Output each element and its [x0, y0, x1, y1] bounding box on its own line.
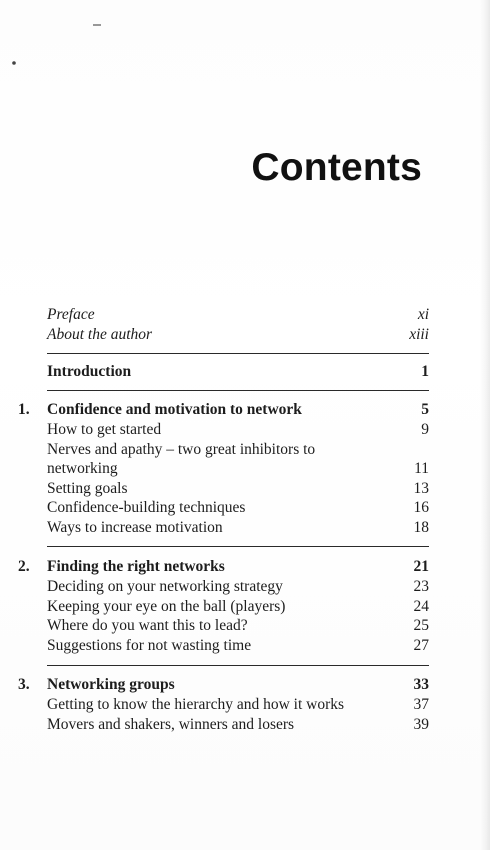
divider-rule: [47, 546, 429, 547]
chapter-title: Networking groups: [47, 676, 175, 693]
toc-entry-label: Preface: [47, 306, 95, 323]
divider-rule: [47, 665, 429, 666]
toc-section-entry[interactable]: [18, 420, 429, 440]
toc-page-number: 1: [421, 363, 429, 380]
section-label: Confidence-building techniques: [47, 499, 246, 516]
divider-rule: [47, 353, 429, 354]
toc-section-entry[interactable]: [18, 597, 429, 617]
chapter-number: 2.: [18, 558, 30, 575]
page-edge-shadow: [480, 0, 490, 850]
toc-section-entry[interactable]: [18, 616, 429, 636]
chapter-heading[interactable]: [18, 557, 429, 577]
section-label: How to get started: [47, 421, 162, 438]
toc-entry-label: Introduction: [47, 363, 132, 380]
toc-section-entry[interactable]: [18, 518, 429, 538]
chapter-heading[interactable]: [18, 675, 429, 695]
toc-page-number: 16: [413, 499, 429, 516]
chapter-heading[interactable]: [18, 400, 429, 420]
section-label: Nerves and apathy – two great inhibitors to networking: [47, 440, 316, 477]
toc-page-number: 37: [413, 696, 429, 713]
toc-page-number: 39: [413, 715, 429, 733]
front-matter-list: [47, 305, 429, 345]
toc-page-number: 27: [413, 636, 429, 654]
toc-section-entry[interactable]: [18, 479, 429, 499]
section-label: Suggestions for not wasting time: [47, 636, 252, 654]
toc-entry-about-the-author[interactable]: [47, 325, 429, 345]
section-label: Where do you want this to lead?: [47, 617, 248, 634]
chapter-title: Finding the right networks: [47, 558, 225, 575]
chapter-title: Confidence and motivation to network: [47, 401, 302, 418]
toc-page-number: 9: [421, 421, 429, 438]
toc-page-number: 23: [413, 578, 429, 595]
chapter-number: 3.: [18, 676, 30, 693]
toc-page-number: 21: [413, 558, 429, 575]
toc-page-number: 11: [414, 460, 429, 477]
toc-section-entry[interactable]: [18, 715, 429, 735]
toc-section-entry[interactable]: [18, 577, 429, 597]
toc-entry-introduction[interactable]: [47, 361, 429, 383]
toc-page-number: 5: [421, 401, 429, 418]
toc-chapter-2: [18, 557, 429, 655]
chapter-number: 1.: [18, 401, 30, 418]
toc-chapter-3: [18, 675, 429, 734]
toc-section-entry[interactable]: [18, 498, 429, 518]
toc-page-number: xi: [417, 306, 429, 323]
toc-page-number: 13: [413, 479, 429, 497]
toc-section-entry[interactable]: [18, 636, 429, 656]
toc-chapter-1: [18, 400, 429, 537]
toc-section-entry[interactable]: [18, 695, 429, 715]
section-label: Movers and shakers, winners and losers: [47, 715, 295, 733]
section-label: Setting goals: [47, 479, 128, 497]
section-label: Keeping your eye on the ball (players): [47, 597, 286, 615]
toc-entry-label: About the author: [47, 326, 153, 343]
section-label: Ways to increase motivation: [47, 518, 223, 536]
toc-page-number: 25: [413, 617, 429, 634]
toc-page-number: 18: [413, 518, 429, 536]
toc-page-number: 24: [413, 597, 429, 615]
page-title: Contents: [251, 146, 422, 189]
toc-entry-preface[interactable]: [47, 305, 429, 325]
toc-page-number: xiii: [409, 326, 429, 343]
toc-section-entry[interactable]: [18, 440, 429, 479]
divider-rule: [47, 390, 429, 391]
section-label: Deciding on your networking strategy: [47, 578, 283, 595]
toc-page-number: 33: [413, 676, 429, 693]
section-label: Getting to know the hierarchy and how it works: [47, 696, 345, 713]
